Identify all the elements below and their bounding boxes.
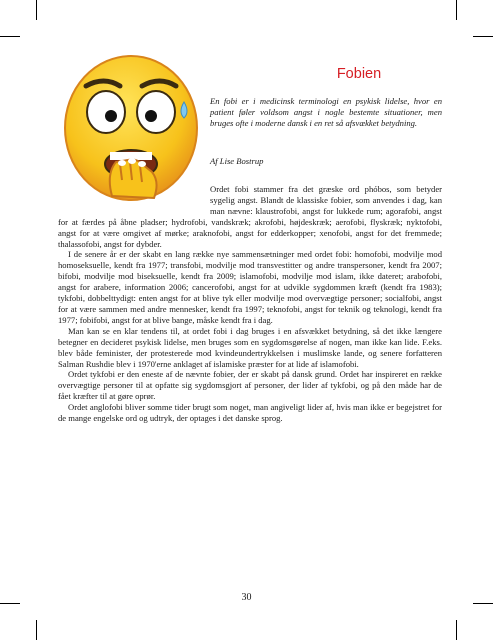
page-number: 30 — [241, 592, 252, 603]
crop-mark — [0, 603, 20, 604]
crop-mark — [456, 0, 457, 20]
crop-mark — [456, 620, 457, 640]
body-paragraph: Ordet anglofobi bliver somme tider brugt som noget, man angiveligt lider af, hvis man ikke er begejstret for de mange engelske ord og udtryk, der optages i det danske sprog. — [58, 402, 442, 424]
article-body — [58, 184, 442, 424]
article-byline: Af Lise Bostrup — [210, 156, 264, 166]
nervous-emoji-icon — [56, 46, 206, 206]
crop-mark — [36, 620, 37, 640]
crop-mark — [36, 0, 37, 20]
body-paragraph: Man kan se en klar tendens til, at ordet fobi i dag bruges i en afsvækket betydning, så det ikke længere betegner en decideret psykisk lidelse, men bruges som en sygdomsgørelse af nogen, man ikke kan lide. F.eks. blev både feminister, der protesterede mod kvindeundertrykkelsen i muslimske lande, og senere forfatteren Salman Rushdie blev i 1970'erne anklaget af islamiske præster for at lide af islamofobi. — [58, 325, 442, 369]
crop-mark — [473, 36, 493, 37]
article-title: Fobien — [336, 66, 382, 82]
body-paragraph: I de senere år er der skabt en lang række nye sammensætninger med ordet fobi: homofobi, modvilje mod homoseksuelle, kendt fra 1977; transfobi, modvilje mod transvestitter og andre transpersoner, kendt fra 2007; bifobi, modvilje mod biseksuelle, kendt fra 2009; islamofobi, modvilje mod islam, ikke dateret; arabofobi, angst for arabere, information 2006; cancerofobi, angst for at udvikle sygdommen kræft (kendt fra 1983); tykfobi, dobbelttydigt: enten angst for at blive tyk eller modvilje mod overvægtige personer; socialfobi, angst for at være sammen med andre mennesker, kendt fra 1997; teknofobi, angst for teknik og teknologi, kendt fra 1977; fobifobi, angst for at blive bange, måske kendt fra i dag. — [58, 249, 442, 325]
crop-mark — [473, 603, 493, 604]
body-paragraph: Ordet tykfobi er den eneste af de nævnte fobier, der er skabt på dansk grund. Ordet har inspireret en række overvægtige personer til at opfatte sig sygdomsgjort af personer, der lider af tykfobi, og på den måde har de fået kræfter til at gøre oprør. — [58, 369, 442, 402]
crop-mark — [0, 36, 20, 37]
body-paragraph: Ordet fobi stammer fra det græske ord phóbos, som betyder sygelig angst. Blandt de klassiske fobier, som anvendes i dag, kan man nævne: klaustrofobi, angst for lukkede rum; agorafobi, angst for at færdes på åbne pladser; hydrofobi, vandskræk; akrofobi, højdeskræk; aerofobi, flyskræk; nyktofobi, angst for at være omgivet af mørke; araknofobi, angst for edderkopper; xenofobi, angst for det fremmede; thalassofobi, angst for dybder. — [58, 184, 442, 249]
illustration-wrap-space — [58, 184, 210, 216]
article-lead: En fobi er i medicinsk terminologi en psykisk lidelse, hvor en patient føler voldsom angst i nogle bestemte situationer, men bruges ofte i moderne dansk i en ret så afsvækket betydning. — [210, 96, 442, 128]
